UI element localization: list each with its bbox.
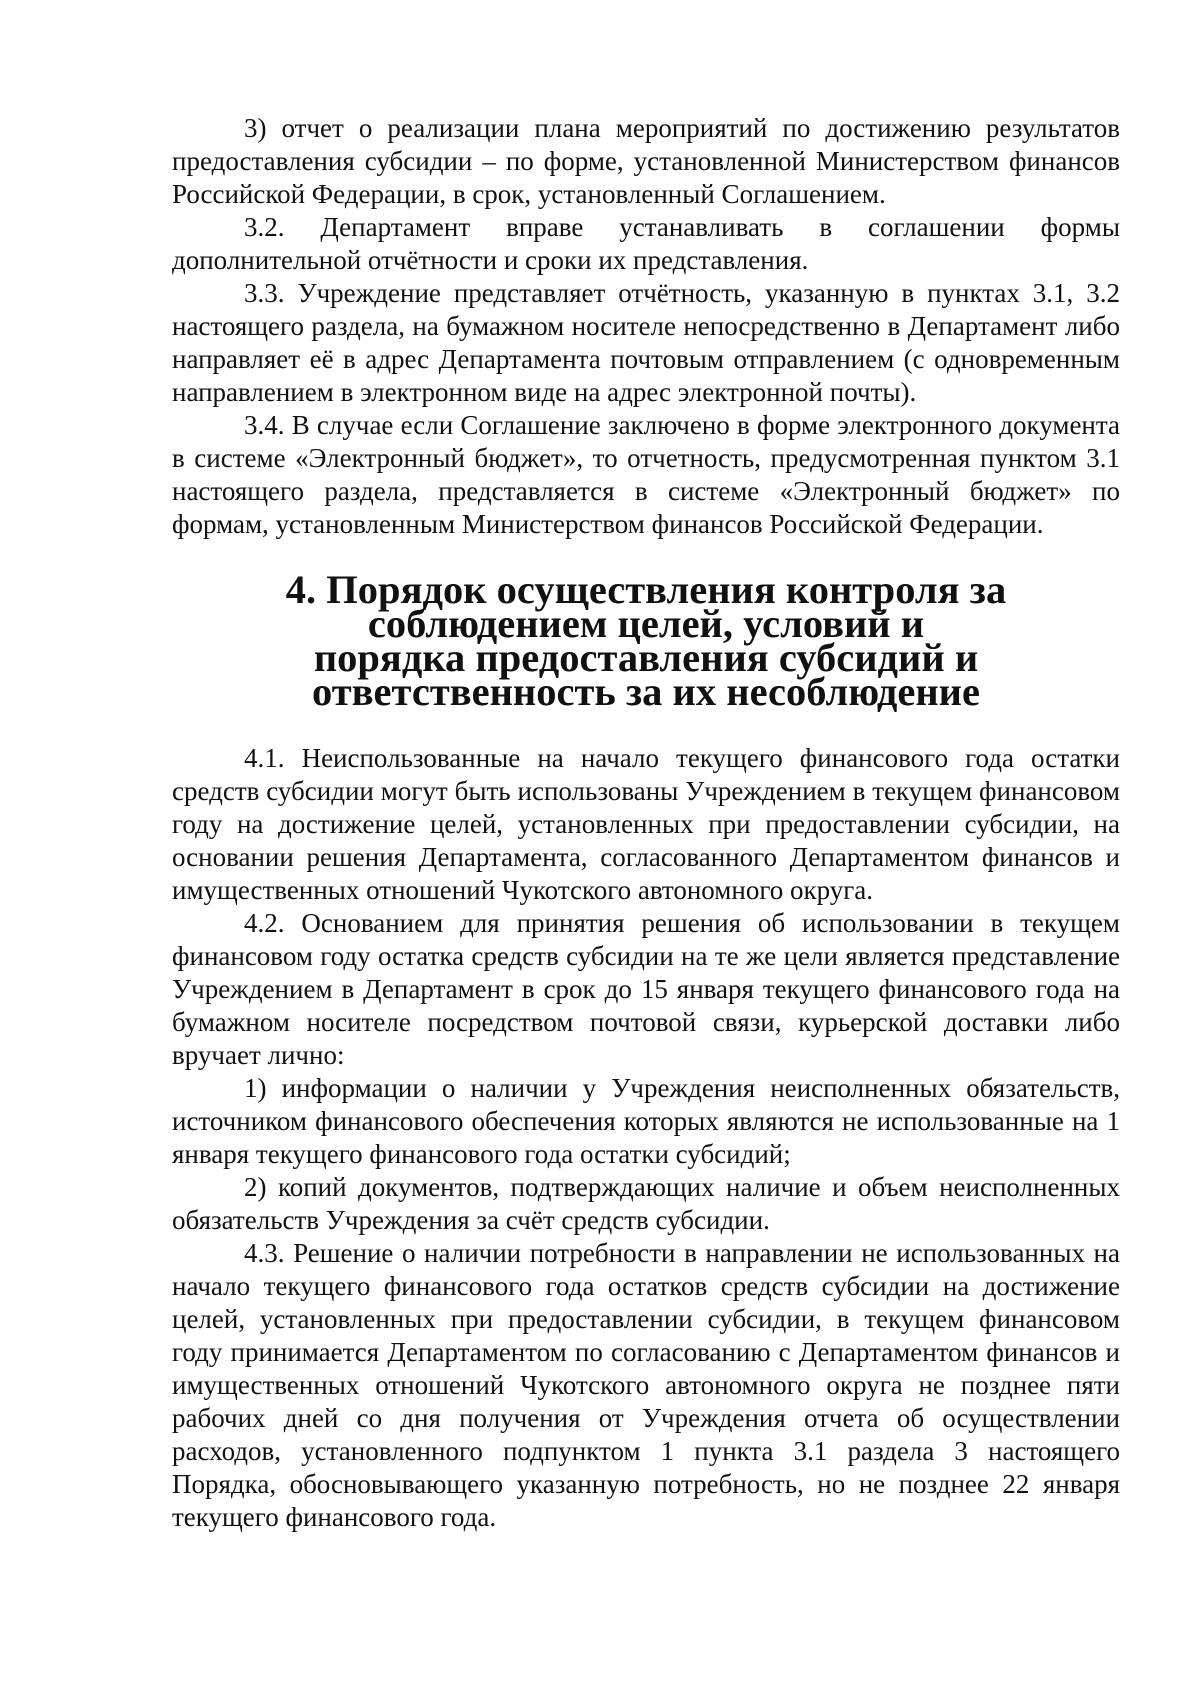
paragraph-4-2-item-1: 1) информации о наличии у Учреждения неисполненных обязательств, источником финансового обеспечения которых являются не использованные на 1 января текущего финансового года остатки субсидий; [172,1073,1120,1169]
section-4-heading-line-2: порядка предоставления субсидий и ответственность за их несоблюдение [312,635,980,714]
paragraph-3-4: 3.4. В случае если Соглашение заключено в форме электронного документа в системе «Электронный бюджет», то отчетность, предусмотренная пунктом 3.1 настоящего раздела, представляется в системе «Электронный бюджет» по формам, установленным Министерством финансов Российской Федерации. [172,410,1120,539]
document-page [172,112,1120,1534]
paragraph-3-2: 3.2. Департамент вправе устанавливать в соглашении формы дополнительной отчётности и сроки их представления. [172,212,1120,275]
paragraph-report-item-3: 3) отчет о реализации плана мероприятий по достижению результатов предоставления субсидии – по форме, установленной Министерством финансов Российской Федерации, в срок, установленный Соглашением. [172,113,1120,209]
paragraph-4-2: 4.2. Основанием для принятия решения об использовании в текущем финансовом году остатка средств субсидии на те же цели является представление Учреждением в Департамент в срок до 15 января текущего финансового года на бумажном носителе посредством почтовой связи, курьерской доставки либо вручает лично: [172,908,1120,1070]
paragraph-4-3: 4.3. Решение о наличии потребности в направлении не использованных на начало текущего финансового года остатков средств субсидии на достижение целей, установленных при предоставлении субсидии, в текущем финансовом году принимается Департаментом по согласованию с Департаментом финансов и имущественных отношений Чукотского автономного округа не позднее пяти рабочих дней со дня получения от Учреждения отчета об осуществлении расходов, установленного подпунктом 1 пункта 3.1 раздела 3 настоящего Порядка, обосновывающего указанную потребность, но не позднее 22 января текущего финансового года. [172,1238,1120,1532]
paragraph-3-3: 3.3. Учреждение представляет отчётность, указанную в пунктах 3.1, 3.2 настоящего раздела, на бумажном носителе непосредственно в Департамент либо направляет её в адрес Департамента почтовым отправлением (с одновременным направлением в электронном виде на адрес электронной почты). [172,278,1120,407]
paragraph-4-1: 4.1. Неиспользованные на начало текущего финансового года остатки средств субсидии могут быть использованы Учреждением в текущем финансовом году на достижение целей, установленных при предоставлении субсидии, на основании решения Департамента, согласованного Департаментом финансов и имущественных отношений Чукотского автономного округа. [172,743,1120,905]
section-4-heading-line-1: 4. Порядок осуществления контроля за соблюдением целей, условий и [285,567,1007,646]
section-4-heading [172,567,1120,714]
paragraph-4-2-item-2: 2) копий документов, подтверждающих наличие и объем неисполненных обязательств Учреждения за счёт средств субсидии. [172,1172,1120,1235]
